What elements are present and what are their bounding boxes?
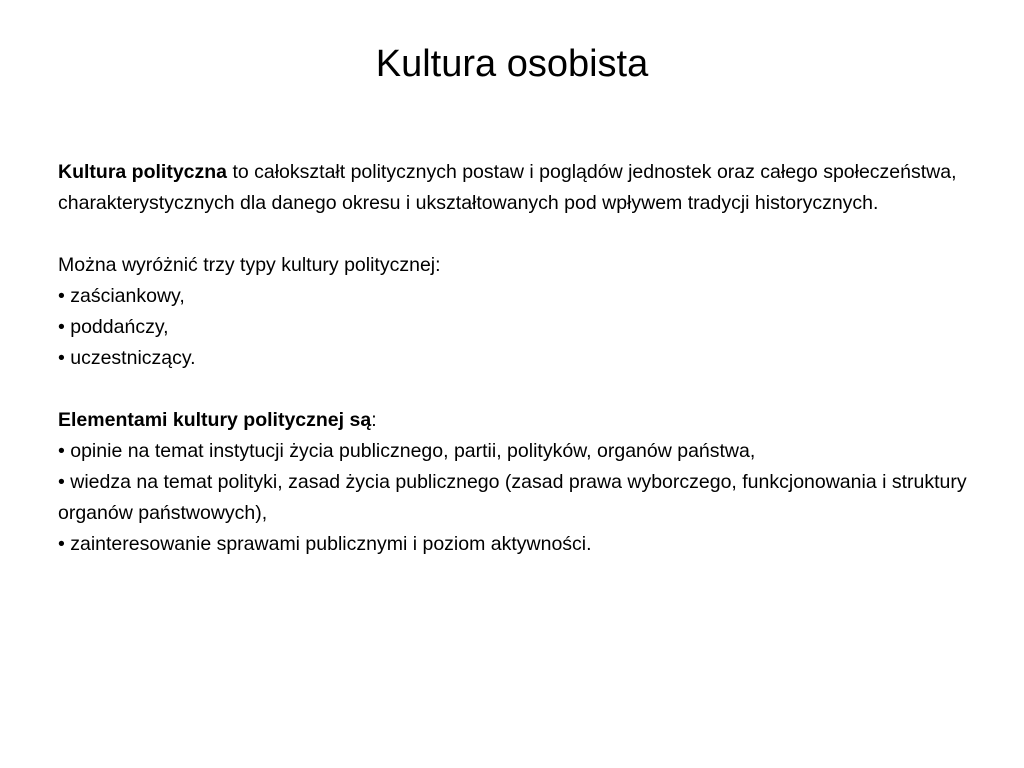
definition-paragraph xyxy=(58,157,978,219)
spacer xyxy=(58,219,978,250)
elements-heading: Elementami kultury politycznej są xyxy=(58,409,372,431)
types-list-item: • zaściankowy, xyxy=(58,285,185,307)
definition-term: Kultura polityczna xyxy=(58,161,228,183)
types-list-item: • uczestniczący. xyxy=(58,347,196,369)
elements-list-item: • opinie na temat instytucji życia publicznego, partii, polityków, organów państwa, xyxy=(58,440,756,462)
elements-heading-line xyxy=(58,405,978,436)
types-intro: Można wyróżnić trzy typy kultury politycznej: xyxy=(58,254,441,276)
slide-body xyxy=(58,157,978,560)
types-list-item: • poddańczy, xyxy=(58,316,169,338)
definition-text: to całokształt politycznych postaw i poglądów jednostek oraz całego społeczeństwa, charakterystycznych dla danego okresu i ukształtowanych pod wpływem tradycji historycznych. xyxy=(58,161,957,214)
slide-title: Kultura osobista xyxy=(375,43,649,85)
elements-heading-suffix: : xyxy=(371,409,377,431)
elements-list-item: • wiedza na temat polityki, zasad życia publicznego (zasad prawa wyborczego, funkcjonowania i struktury organów państwowych), xyxy=(58,471,967,524)
spacer xyxy=(58,374,978,405)
elements-list-item: • zainteresowanie sprawami publicznymi i poziom aktywności. xyxy=(58,533,592,555)
